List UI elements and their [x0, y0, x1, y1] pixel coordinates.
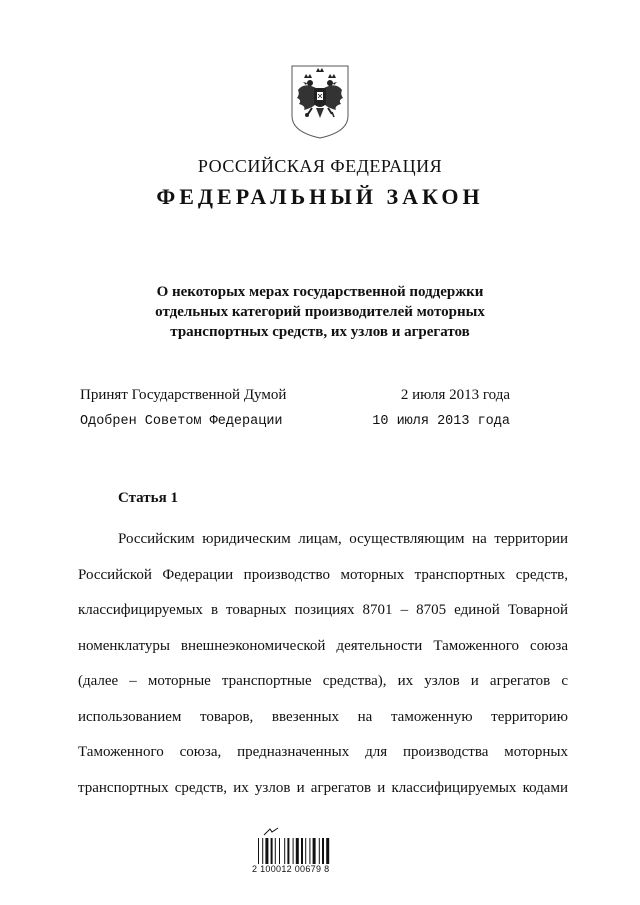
law-title-line: О некоторых мерах государственной поддержки — [156, 284, 484, 300]
adoption-label: Одобрен Советом Федерации — [80, 414, 283, 429]
law-title-line: отдельных категорий производителей моторных — [155, 304, 485, 320]
adoption-date: 10 июля 2013 года — [372, 414, 510, 429]
article-line: Таможенного союза, предназначенных для производства моторных — [78, 744, 568, 760]
country-name: РОССИЙСКАЯ ФЕДЕРАЦИЯ — [197, 156, 443, 176]
adoption-date: 2 июля 2013 года — [400, 387, 510, 403]
article-body — [78, 522, 568, 806]
article-line: транспортных средств, их узлов и агрегатов и классифицируемых кодами — [78, 779, 568, 796]
law-title — [0, 282, 640, 342]
article-line: классифицируемых в товарных позициях 8701 – 8705 единой Товарной — [78, 602, 568, 618]
barcode-number: 2 100012 00679 8 — [252, 864, 330, 874]
adoption-label: Принят Государственной Думой — [80, 387, 287, 403]
law-title-line: транспортных средств, их узлов и агрегатов — [170, 324, 470, 340]
double-headed-eagle-icon — [290, 64, 350, 140]
article-line: использованием товаров, ввезенных на таможенную территорию — [78, 708, 568, 725]
article-line: номенклатуры внешнеэкономической деятельности Таможенного союза — [78, 637, 568, 654]
article-title: Статья 1 — [118, 490, 178, 506]
article-line: (далее – моторные транспортные средства), их узлов и агрегатов с — [78, 673, 568, 689]
law-type: ФЕДЕРАЛЬНЫЙ ЗАКОН — [156, 184, 484, 209]
article-line: Российской Федерации производство моторных транспортных средств, — [78, 566, 568, 583]
article-line: Российским юридическим лицам, осуществляющим на территории — [118, 531, 568, 547]
